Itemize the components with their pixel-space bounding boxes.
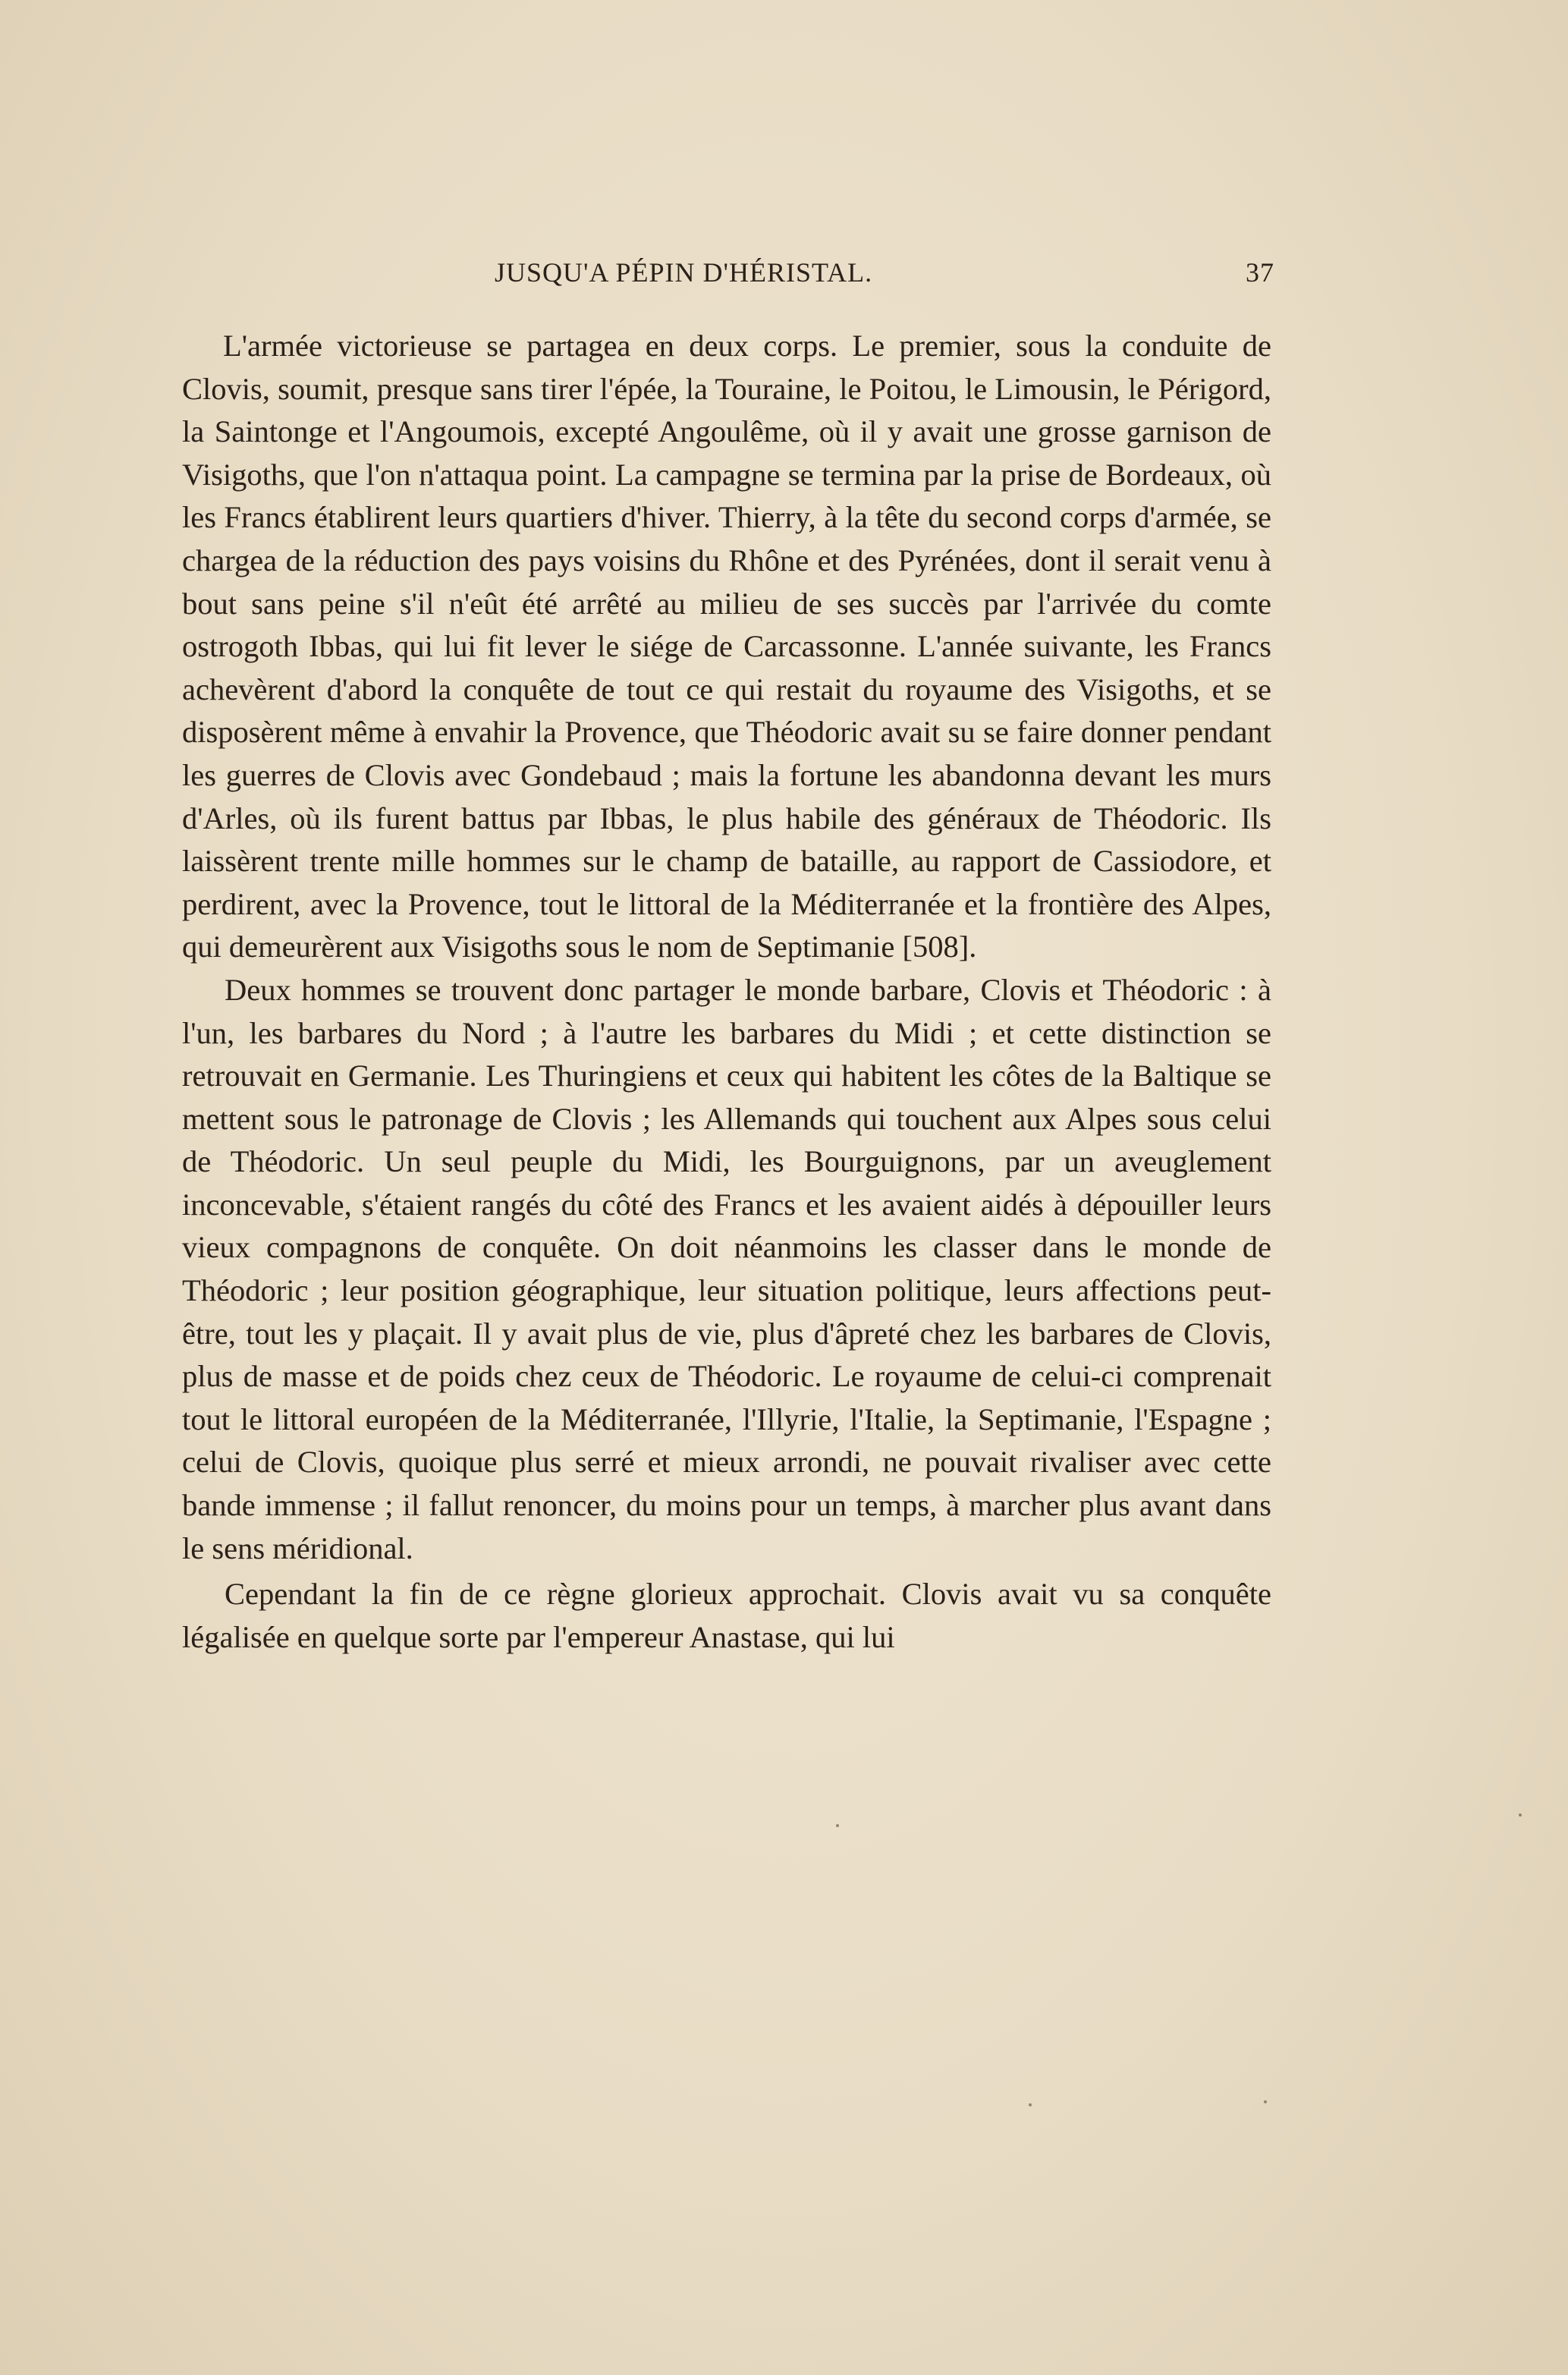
paragraph: L'armée victorieuse se partagea en deux corps. Le premier, sous la conduite de Clovis, soumit, presque sans tirer l'épée, la Touraine, le Poitou, le Limousin, le Périgord, la Saintonge et l'Angoumois, excepté Angoulême, où il y avait une grosse garnison de Visigoths, que l'on n'attaqua point. La campagne se termina par la prise de Bordeaux, où les Francs établirent leurs quartiers d'hiver. Thierry, à la tête du second corps d'armée, se chargea de la réduction des pays voisins du Rhône et des Pyrénées, dont il serait venu à bout sans peine s'il n'eût été arrêté au milieu de ses succès par l'arrivée du comte ostrogoth Ibbas, qui lui fit lever le siége de Carcassonne. L'année suivante, les Francs achevèrent d'abord la conquête de tout ce qui restait du royaume des Visigoths, et se disposèrent même à envahir la Provence, que Théodoric avait su se faire donner pendant les guerres de Clovis avec Gondebaud ; mais la fortune les abandonna devant les murs d'Arles, où ils furent battus par Ibbas, le plus habile des généraux de Théodoric. Ils laissèrent trente mille hommes sur le champ de bataille, au rapport de Cassiodore, et perdirent, avec la Provence, tout le littoral de la Méditerranée et la frontière des Alpes, qui demeurèrent aux Visigoths sous le nom de Septimanie [508]. — [182, 329, 1271, 964]
paper-speck — [1029, 2103, 1032, 2106]
paper-speck — [1519, 1813, 1522, 1817]
page-header — [182, 256, 1274, 302]
running-title: JUSQU'A PÉPIN D'HÉRISTAL. — [495, 257, 873, 288]
paragraph: Deux hommes se trouvent donc partager le monde barbare, Clovis et Théodoric : à l'un, les barbares du Nord ; à l'autre les barbares du Midi ; et cette distinction se retrouvait en Germanie. Les Thuringiens et ceux qui habitent les côtes de la Baltique se mettent sous le patronage de Clovis ; les Allemands qui touchent aux Alpes sous celui de Théodoric. Un seul peuple du Midi, les Bourguignons, par un aveuglement inconcevable, s'étaient rangés du côté des Francs et les avaient aidés à dépouiller leurs vieux compagnons de conquête. On doit néanmoins les classer dans le monde de Théodoric ; leur position géographique, leur situation politique, leurs affections peut-être, tout les y plaçait. Il y avait plus de vie, plus d'âpreté chez les barbares de Clovis, plus de masse et de poids chez ceux de Théodoric. Le royaume de celui-ci comprenait tout le littoral européen de la Méditerranée, l'Illyrie, l'Italie, la Septimanie, l'Espagne ; celui de Clovis, quoique plus serré et mieux arrondi, ne pouvait rivaliser avec cette bande immense ; il fallut renoncer, du moins pour un temps, à marcher plus avant dans le sens méridional. — [182, 972, 1271, 1565]
paper-speck — [1264, 2100, 1267, 2103]
paragraph: Cependant la fin de ce règne glorieux approchait. Clovis avait vu sa conquête légalisée en quelque sorte par l'empereur Anastase, qui lui — [182, 1577, 1271, 1654]
page-number: 37 — [1246, 257, 1274, 288]
paper-speck — [836, 1824, 839, 1827]
body-text — [182, 325, 1271, 1659]
